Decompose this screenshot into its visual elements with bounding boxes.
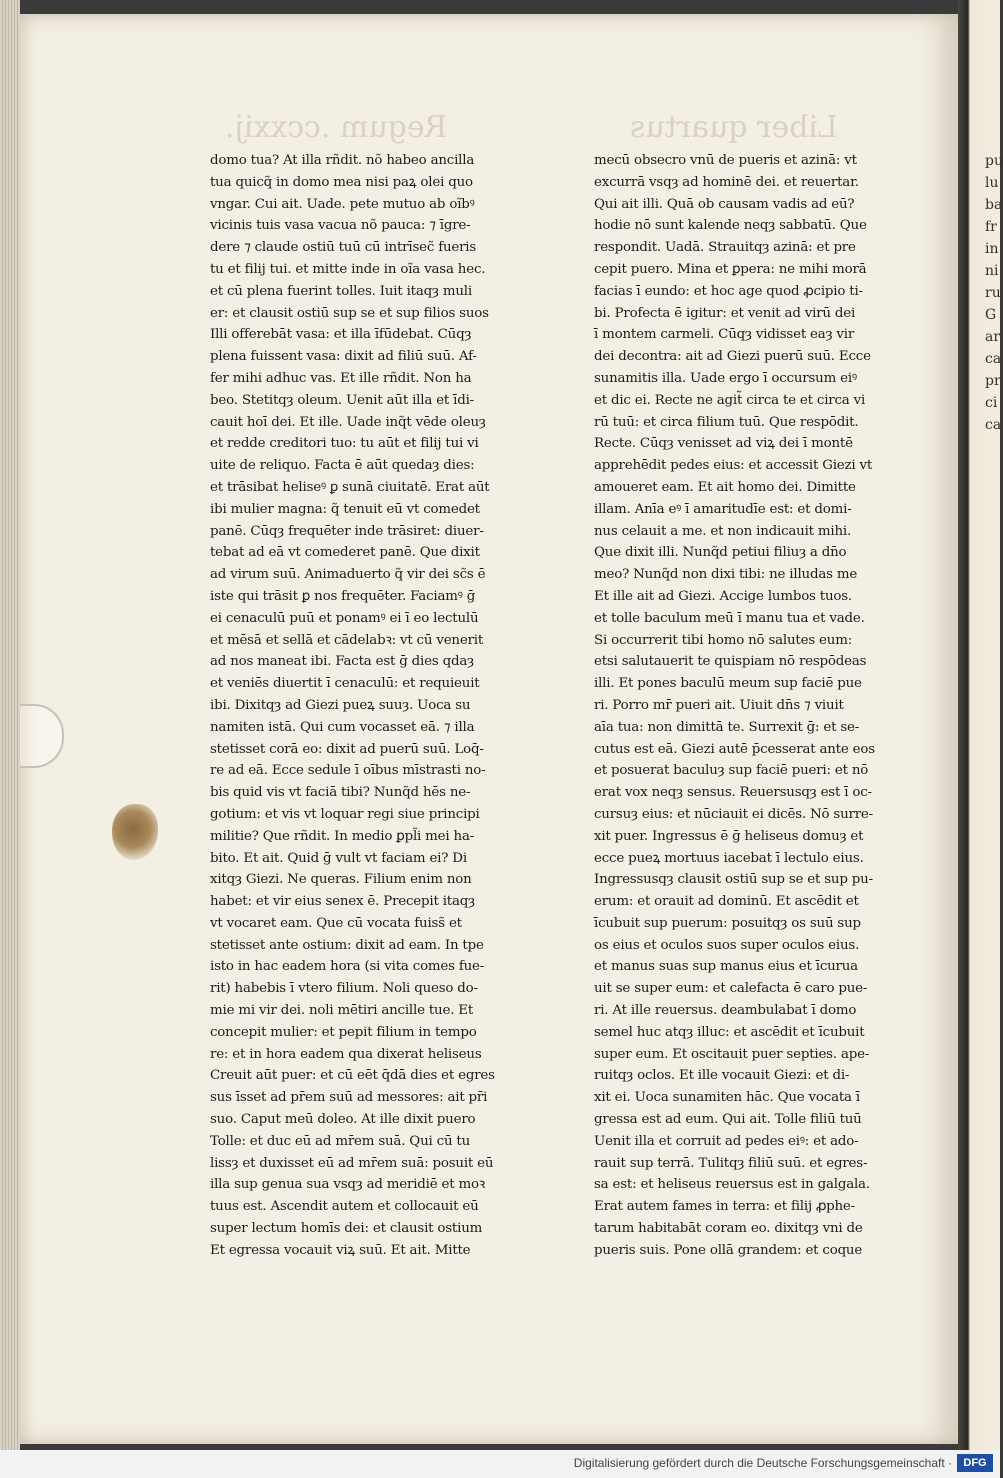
text-line: cauit hoī dei. Et ille. Uade inq̃t vēde oleuȝ	[210, 414, 486, 430]
text-line: habet: et vir eius senex ē. Precepit itaqȝ	[210, 894, 475, 910]
text-line: fer mihi adhuc vas. Et ille rñdit. Non ha	[210, 370, 472, 386]
text-line: ibi mulier magna: q̃ tenuit eū vt comedet	[210, 501, 480, 517]
text-line: ri. Porro mr̄ pueri ait. Uiuit dn̄s ⁊ viuit	[594, 697, 844, 713]
text-line: cepit puero. Mina et ꝑpera: ne mihi morā	[594, 261, 867, 277]
text-line: er: et clausit ostiū sup se et sup filios suos	[210, 305, 489, 321]
facing-page-line: ar	[985, 329, 1001, 345]
text-line: et manus suas sup manus eius et īcurua	[594, 959, 858, 975]
text-line: tu et filij tui. et mitte inde in oĩa vasa hec.	[210, 261, 486, 277]
text-line: Recte. Cūqȝ venisset ad viꝝ dei ī montē	[594, 436, 853, 452]
text-line: facias ī eundo: et hoc age quod ꝓcipio ti-	[594, 283, 863, 299]
text-line: dei decontra: ait ad Giezi puerū suū. Ecce	[594, 349, 871, 365]
text-line: vt vocaret eam. Que cū vocata fuiss̃ et	[210, 915, 462, 931]
text-line: Illi offerebāt vasa: et illa īfūdebat. Cūqȝ	[210, 327, 472, 343]
dfg-logo: DFG	[957, 1454, 993, 1472]
facing-page-line: lu	[985, 175, 999, 191]
footer-credit: Digitalisierung gefördert durch die Deutsche Forschungsgemeinschaft ·	[573, 1456, 952, 1470]
bleed-through-header-right: Liber quartus	[630, 110, 838, 145]
text-line: beo. Stetitqȝ oleum. Uenit aūt illa et īdi-	[210, 392, 474, 408]
text-line: rit) habebis ī vtero filium. Noli queso do-	[210, 981, 478, 997]
text-line: gressa est ad eum. Qui ait. Tolle filiū tuū	[594, 1112, 862, 1128]
text-line: suo. Caput meū doleo. At ille dixit puero	[210, 1112, 476, 1128]
page-stain	[112, 804, 158, 860]
text-line: namiten istā. Qui cum vocasset eā. ⁊ illa	[210, 719, 475, 735]
bleed-through-header-left: Regum .ccxxij.	[225, 110, 448, 145]
facing-page-fragment	[985, 150, 1003, 750]
facing-page-line: in	[985, 241, 999, 257]
text-line: sa est: et heliseus reuersus est in galgala.	[594, 1177, 870, 1193]
facing-page-line: ca	[985, 417, 1002, 433]
text-line: et redde creditori tuo: tu aūt et filij tui vi	[210, 436, 479, 452]
text-line: Et ille ait ad Giezi. Accige lumbos tuos.	[594, 588, 852, 604]
text-column-right	[594, 150, 924, 1262]
text-line: stetisset corā eo: dixit ad puerū suū. Loq̄-	[210, 741, 484, 757]
facing-page-line: G	[985, 307, 997, 323]
text-line: plena fuissent vasa: dixit ad filiū suū. Af-	[210, 349, 477, 365]
text-line: et mēsā et sellā et cādelabꝛ: vt cū venerit	[210, 632, 484, 648]
text-line: etsi salutauerit te quispiam nō respōdeas	[594, 654, 867, 670]
text-line: panē. Cūqȝ frequēter inde trāsiret: diuer-	[210, 523, 484, 539]
text-line: nus celauit a me. et non indicauit mihi.	[594, 523, 852, 539]
text-line: tebat ad eā vt comederet panē. Que dixit	[210, 545, 480, 561]
text-line: rauit sup terrā. Tulitqȝ filiū suū. et egres-	[594, 1155, 868, 1171]
text-line: iste qui trāsit ꝑ nos frequēter. Faciamꝰ ḡ	[210, 588, 476, 604]
facing-page-line: pr	[985, 373, 1001, 389]
text-line: cursuȝ eius: et nūciauit ei dicēs. Nō surre-	[594, 806, 873, 822]
text-line: sunamitis illa. Uade ergo ī occursum eiꝰ	[594, 370, 857, 386]
text-line: et tolle baculum meū ī manu tua et vade.	[594, 610, 865, 626]
text-line: illam. Anīa eꝰ ī amaritudīe est: et domi-	[594, 501, 852, 517]
text-line: bito. Et ait. Quid ḡ vult vt faciam ei? Di	[210, 850, 467, 866]
text-line: et cū plena fuerint tolles. Iuit itaqȝ muli	[210, 283, 472, 299]
text-line: ei cenaculū puū et ponamꝰ ei ī eo lectulū	[210, 610, 479, 626]
text-line: bis quid vis vt faciā tibi? Nunq̃d hēs ne-	[210, 785, 471, 801]
text-line: hodie nō sunt kalende neqȝ sabbatū. Que	[594, 218, 867, 234]
text-line: lissȝ et duxisset eū ad mr̄em suā: posuit eū	[210, 1155, 494, 1171]
text-line: ri. At ille reuersus. deambulabat ī domo	[594, 1003, 857, 1019]
facing-page-line: ba	[985, 197, 1003, 213]
text-line: et trāsibat heliseꝰ ꝑ sunā ciuitatē. Erat aūt	[210, 479, 490, 495]
text-line: semel huc atqȝ illuc: et ascēdit et īcubuit	[594, 1024, 865, 1040]
text-line: apprehēdit pedes eius: et accessit Giezi vt	[594, 458, 873, 474]
text-line: et posuerat baculuȝ sup faciē pueri: et nō	[594, 763, 869, 779]
text-line: ad nos maneat ibi. Facta est ḡ dies qdaȝ	[210, 654, 474, 670]
facing-page-line: ci	[985, 395, 998, 411]
text-line: xit puer. Ingressus ē ḡ heliseus domuȝ et	[594, 828, 864, 844]
text-line: illa sup genua sua vsqȝ ad meridiē et moꝛ	[210, 1177, 486, 1193]
text-line: illi. Et pones baculū meum sup faciē pue	[594, 676, 862, 692]
text-line: Ingressusqȝ clausit ostiū sup se et sup pu-	[594, 872, 873, 888]
text-line: et veniēs diuertit ī cenaculū: et requieuit	[210, 676, 480, 692]
text-line: isto in hac eadem hora (si vita comes fue-	[210, 959, 485, 975]
text-line: īcubuit sup puerum: posuitqȝ os suū sup	[594, 915, 861, 931]
text-line: aīa tua: non dimittā te. Surrexit ḡ: et se-	[594, 719, 860, 735]
text-line: super eum. Et oscitauit puer septies. ape-	[594, 1046, 870, 1062]
facing-page-line: ca	[985, 351, 1002, 367]
text-line: Et egressa vocauit viꝝ suū. Et ait. Mitte	[210, 1242, 471, 1258]
text-column-left	[210, 150, 530, 1262]
text-line: militie? Que rñdit. In medio ꝑpl̃i mei ha-	[210, 828, 475, 844]
text-line: gotium: et vis vt loquar regi siue principi	[210, 806, 480, 822]
text-line: dere ⁊ claude ostiū tuū cū intrīsec̃ fueris	[210, 240, 477, 256]
text-line: rū tuū: et circa filium tuū. Que respōdit.	[594, 414, 859, 430]
text-line: tarum habitabāt coram eo. dixitqȝ vni de	[594, 1221, 863, 1237]
text-line: vicinis tuis vasa vacua nõ pauca: ⁊ īgre-	[210, 218, 471, 234]
text-line: ad virum suū. Animaduerto q̃ vir dei sc̃s ē	[210, 567, 486, 583]
facing-page-line: pu	[985, 153, 1003, 169]
text-line: Que dixit illi. Nunq̃d petiui filiuȝ a dn̄o	[594, 545, 847, 561]
text-line: xit ei. Uoca sunamiten hāc. Que vocata ī	[594, 1090, 860, 1106]
text-line: Erat autem fames in terra: et filij ꝓphe-	[594, 1199, 855, 1215]
text-line: Creuit aūt puer: et cū eēt q̄dā dies et egres	[210, 1068, 495, 1084]
text-line: xitqȝ Giezi. Ne queras. Filium enim non	[210, 872, 472, 888]
text-line: domo tua? At illa rñdit. nõ habeo ancilla	[210, 153, 475, 168]
text-line: tua quicq̃ in domo mea nisi paꝝ olei quo	[210, 174, 473, 190]
text-line: ruitqȝ oclos. Et ille vocauit Giezi: et di-	[594, 1068, 850, 1084]
facing-page-line: fr	[985, 219, 997, 235]
text-line: meo? Nunq̃d non dixi tibi: ne illudas me	[594, 567, 858, 583]
text-line: bi. Profecta ē igitur: et venit ad virū dei	[594, 305, 856, 321]
book-edge-left	[0, 0, 20, 1450]
text-line: et dic ei. Recte ne agit̃ circa te et circa vi	[594, 392, 866, 408]
text-line: amoueret eam. Et ait homo dei. Dimitte	[594, 479, 856, 495]
text-line: ī montem carmeli. Cūqȝ vidisset eaȝ vir	[594, 327, 855, 343]
text-line: pueris suis. Pone ollā grandem: et coque	[594, 1242, 863, 1258]
text-line: re: et in hora eadem qua dixerat heliseus	[210, 1046, 482, 1062]
text-line: super lectum homīs dei: et clausit ostium	[210, 1221, 483, 1237]
text-line: mecū obsecro vnū de pueris et azinā: vt	[594, 153, 857, 168]
text-line: Tolle: et duc eū ad mr̄em suā. Qui cū tu	[210, 1133, 471, 1149]
text-line: ibi. Dixitqȝ ad Giezi pueꝝ suuȝ. Uoca su	[210, 697, 471, 713]
text-line: tuus est. Ascendit autem et collocauit eū	[210, 1199, 479, 1215]
text-line: respondit. Uadā. Strauitqȝ azinā: et pre	[594, 240, 856, 256]
text-line: Qui ait illi. Quā ob causam vadis ad eū?	[594, 196, 855, 212]
text-line: os eius et oculos suos super oculos eius.	[594, 937, 860, 953]
text-line: concepit mulier: et pepit filium in tempo	[210, 1024, 477, 1040]
text-line: re ad eā. Ecce sedule ī oībus mīstrasti no-	[210, 763, 486, 779]
text-line: excurrā vsqȝ ad hominē dei. et reuertar.	[594, 174, 859, 190]
text-line: ecce pueꝝ mortuus iacebat ī lectulo eius.	[594, 850, 864, 866]
facing-page-line: ni	[985, 263, 999, 279]
text-line: erat vox neqȝ sensus. Reuersusqȝ est ī oc-	[594, 785, 872, 801]
text-line: erum: et orauit ad dominū. Et ascēdit et	[594, 894, 859, 910]
text-line: sus īsset ad pr̄em suū ad messores: ait pr̄i	[210, 1090, 488, 1106]
text-line: Si occurrerit tibi homo nō salutes eum:	[594, 632, 853, 648]
facing-page-line: ru	[985, 285, 1001, 301]
text-line: Uenit illa et corruit ad pedes eiꝰ: et ado-	[594, 1133, 859, 1149]
text-line: vngar. Cui ait. Uade. pete mutuo ab oĩbꝰ	[210, 196, 475, 212]
text-line: stetisset ante ostium: dixit ad eam. In tpe	[210, 937, 484, 953]
text-line: uite de reliquo. Facta ē aūt quedaȝ dies:	[210, 458, 475, 474]
page-tab-marker	[20, 704, 64, 768]
text-line: uit se super eum: et calefacta ē caro pue-	[594, 981, 868, 997]
text-line: mie mi vir dei. noli mētiri ancille tue. Et	[210, 1003, 474, 1019]
text-line: cutus est eā. Giezi autē p̄cesserat ante eos	[594, 741, 875, 757]
